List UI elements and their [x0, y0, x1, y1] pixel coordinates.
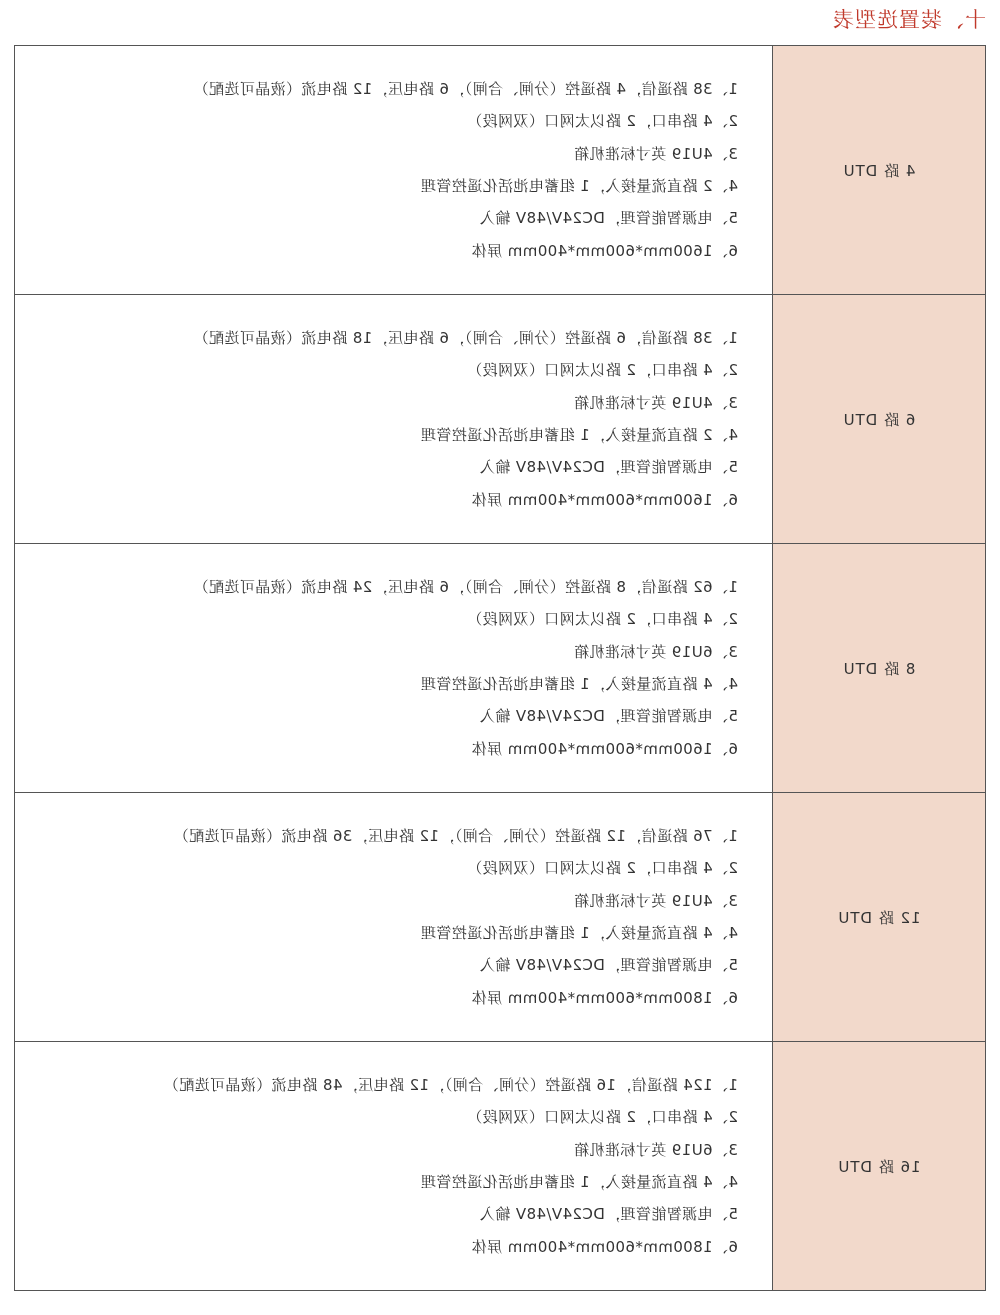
spec-line: 2、4 路串口，2 路以太网口（双网段）: [466, 112, 738, 131]
spec-line: 3、4U19 英寸标准机箱: [573, 393, 738, 412]
model-cell: 12 路 DTU: [773, 793, 986, 1042]
spec-line: 6、1600mm*600mm*400mm 屏体: [471, 241, 738, 260]
spec-line: 3、4U19 英寸标准机箱: [573, 144, 738, 163]
spec-cell: [15, 295, 773, 544]
spec-line: 6、1800mm*600mm*400mm 屏体: [471, 1237, 738, 1256]
spec-line: 6、1800mm*600mm*400mm 屏体: [471, 988, 738, 1007]
spec-cell: [15, 793, 773, 1042]
spec-line: 4、4 路直流量接入，1 组蓄电池活化遥控管理: [420, 675, 738, 693]
model-cell: 8 路 DTU: [773, 544, 986, 793]
spec-line: 4、2 路直流量接入，1 组蓄电池活化遥控管理: [420, 426, 738, 444]
table-row: [15, 793, 986, 1042]
spec-line: 3、6U19 英寸标准机箱: [573, 1140, 738, 1159]
page-title: 十、装置选型表: [832, 8, 986, 32]
table-row: [15, 544, 986, 793]
spec-line: 5、电源智能管理，DC24V/48V 输入: [479, 209, 738, 228]
spec-line: 6、1600mm*600mm*400mm 屏体: [471, 739, 738, 758]
spec-cell: [15, 544, 773, 793]
spec-line: 2、4 路串口，2 路以太网口（双网段）: [466, 610, 738, 629]
spec-line: 1、38 路遥信，4 路遥控（分闸、合闸），6 路电压，12 路电流（液晶可选配）: [193, 79, 738, 98]
spec-line: 2、4 路串口，2 路以太网口（双网段）: [466, 361, 738, 380]
spec-line: 2、4 路串口，2 路以太网口（双网段）: [466, 1108, 738, 1127]
spec-line: 4、4 路直流量接入，1 组蓄电池活化遥控管理: [420, 1173, 738, 1191]
spec-line: 5、电源智能管理，DC24V/48V 输入: [479, 1205, 738, 1224]
table-row: [15, 1042, 986, 1291]
model-cell: 6 路 DTU: [773, 295, 986, 544]
spec-cell: [15, 1042, 773, 1291]
spec-line: 4、4 路直流量接入，1 组蓄电池活化遥控管理: [420, 924, 738, 942]
device-selection-table: [14, 45, 986, 1291]
table-row: [15, 46, 986, 295]
spec-line: 5、电源智能管理，DC24V/48V 输入: [479, 458, 738, 477]
spec-line: 1、62 路遥信，8 路遥控（分闸、合闸），6 路电压，24 路电流（液晶可选配）: [193, 577, 738, 596]
spec-cell: [15, 46, 773, 295]
spec-line: 5、电源智能管理，DC24V/48V 输入: [479, 707, 738, 726]
spec-line: 3、6U19 英寸标准机箱: [573, 642, 738, 661]
spec-line: 6、1600mm*600mm*400mm 屏体: [471, 490, 738, 509]
table-row: [15, 295, 986, 544]
spec-line: 1、76 路遥信，12 路遥控（分闸、合闸），12 路电压，36 路电流（液晶可选配）: [173, 826, 738, 845]
model-cell: 4 路 DTU: [773, 46, 986, 295]
spec-line: 1、124 路遥信，16 路遥控（分闸、合闸），12 路电压，48 路电流（液晶可选配）: [163, 1075, 738, 1094]
spec-line: 4、2 路直流量接入，1 组蓄电池活化遥控管理: [420, 177, 738, 195]
model-cell: 16 路 DTU: [773, 1042, 986, 1291]
spec-line: 3、4U19 英寸标准机箱: [573, 891, 738, 910]
spec-line: 5、电源智能管理，DC24V/48V 输入: [479, 956, 738, 975]
spec-line: 1、38 路遥信，6 路遥控（分闸、合闸），6 路电压，18 路电流（液晶可选配）: [193, 328, 738, 347]
table-body: [15, 46, 986, 1291]
spec-line: 2、4 路串口，2 路以太网口（双网段）: [466, 859, 738, 878]
